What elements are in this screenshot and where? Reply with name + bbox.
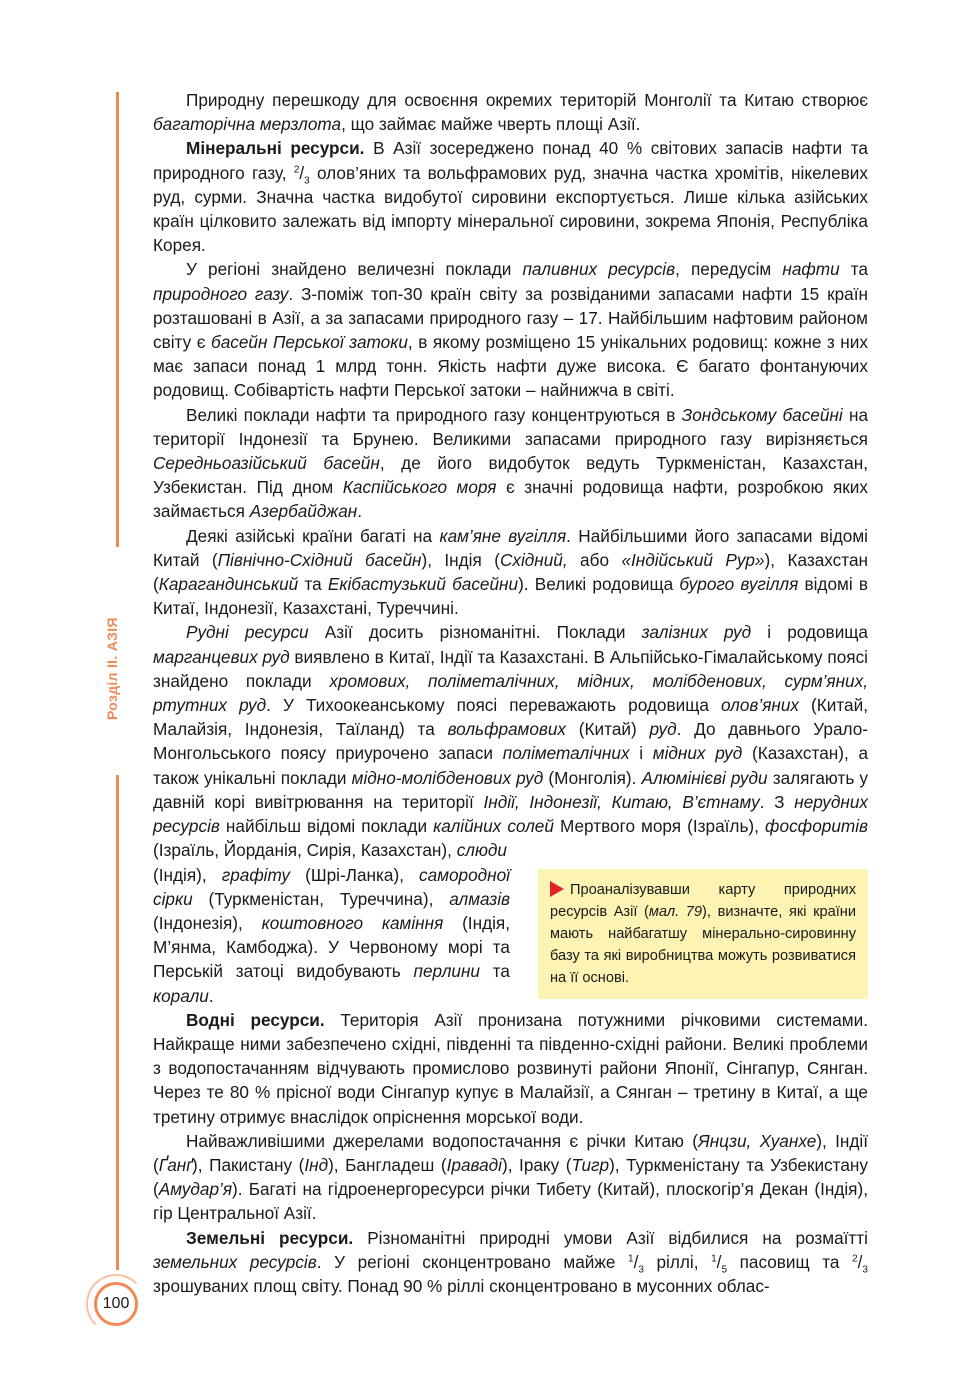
paragraph-fuel: У регіоні знайдено величезні поклади паливних ресурсів, передусім нафти та природного газу. З-поміж топ-30 країн світу за розвіданими запасами нафти 15 країн розташовані в Азії, а за запасами природного газу – 17. Найбільшим нафтовим районом світу є басейн Перської затоки, в якому розміщено 15 унікальних родовищ: кожне з них має запаси понад 1 млрд тонн. Якість нафти дуже висока. Є багато фонтануючих родовищ. Собівартість нафти Перської затоки – найнижча в світі. [153,259,868,401]
arrow-icon [550,881,564,897]
paragraph-land: Земельні ресурси. Різноманітні природні умови Азії відбилися на розмаїтті земельних ресурсів. У регіоні сконцентровано майже $^1/_3$ ріллі, $^1/_5$ пасовищ та $^2/_3$ зрошуваних площ світу. Понад 90 % ріллі сконцентровано в мусонних облас- [153,1227,868,1296]
paragraph-coal: Деякі азійські країни багаті на кам’яне вугілля. Найбільшими його запасами відомі Китай (Північно-Східний басейн), Індія (Східний, або «Індійський Рур»), Казахстан (Карагандинський та Екібастузький басейни). Великі родовища бурого вугілля відомі в Китаї, Індонезії, Казахстані, Туреччині. [153,525,869,619]
paragraph-water: Водні ресурси. Територія Азії пронизана потужними річковими системами. Найкраще ними забезпечено східні, південні та південно-східні райони. Великі проблеми з водопостачанням відчувають промислово розвинуті райони Японії, Сінгапур, Сянган. Через те 80 % прісної води Сінгапур купує в Малайзії, а Сянган – третину в Китаї, а ще третину отримує внаслідок опріснення морської води. [153,1009,868,1127]
task-box: Проаналізувавши карту природних ресурсів Азії (мал. 79), визначте, які країни мають найбагатшу мінерально-сировинну базу та які виробництва можуть розвиватися на її основі. [538,869,868,999]
sidebar-line-top [116,92,119,547]
section-label: Розділ II. АЗІЯ [104,617,120,720]
paragraph-ores: Рудні ресурси Азії досить різноманітні. Поклади залізних руд і родовища марганцевих руд виявлено в Китаї, Індії та Казахстані. В Альпійсько-Гімалайському поясі знайдено поклади хромових, поліметалічних, мідних, молібденових, сурм’яних, ртутних руд. У Тихоокеанському поясі переважають родовища олов’яних (Китай, Малайзія, Індонезія, Таїланд) та вольфрамових (Китай) руд. До давнього Урало-Монгольського поясу приурочено запаси поліметалічних і мідних руд (Казахстан), а також унікальні поклади мідно-молібденових руд (Монголія). Алюмінієві руди залягають у давній корі вивітрювання на території Індії, Індонезії, Китаю, В’єтнаму. З нерудних ресурсів найбільш відомі поклади калійних солей Мертвого моря (Ізраїль), фосфоритів (Ізраїль, Йорданія, Сирія, Казахстан), слюди [153,622,869,861]
ores-continuation-block [153,863,868,1008]
paragraph-mineral: Мінеральні ресурси. В Азії зосереджено понад 40 % світових запасів нафти та природного газу, $^2/_3$ олов’яних та вольфрамових руд, значна частка хромітів, нікелевих руд, сурми. Значна частка видобутої сировини експортується. Лише кілька азійських країн цілковито залежать від імпорту мінеральної сировини, зокрема Японія, Республіка Корея. [153,138,868,256]
paragraph-oil-gas: Великі поклади нафти та природного газу концентруються в Зондському басейні на території Індонезії та Брунею. Великими запасами природного газу вирізняється Середньоазійський басейн, де його видобуток ведуть Туркменістан, Казахстан, Узбекистан. Під дном Каспійського моря є значні родовища нафти, розробкою яких займається Азербайджан. [153,404,869,522]
body-text [153,88,868,1298]
page-number: 100 [94,1282,138,1326]
paragraph-permafrost: Природну перешкоду для освоєння окремих територій Монголії та Китаю створює багаторічна мерзлота, що займає майже чверть площі Азії. [153,90,868,135]
sidebar-line-bottom [116,775,119,1270]
paragraph-rivers: Найважливішими джерелами водопостачання є річки Китаю (Янцзи, Хуанхе), Індії (Ґанґ), Пакистану (Інд), Бангладеш (Іраваді), Іраку (Тигр), Туркменістану та Узбекистану (Амудар’я). Багаті на гідроенергоресурси річки Тибету (Китай), плоскогір’я Декан (Індія), гір Центральної Азії. [153,1130,868,1224]
paragraph-nonmetal: (Індія), графіту (Шрі-Ланка), самородної сірки (Туркменістан, Туреччина), алмазів (Індонезія), коштовного каміння (Індія, М’янма, Камбоджа). У Червоному морі та Перській затоці видобувають перлини та корали. [153,864,510,1006]
